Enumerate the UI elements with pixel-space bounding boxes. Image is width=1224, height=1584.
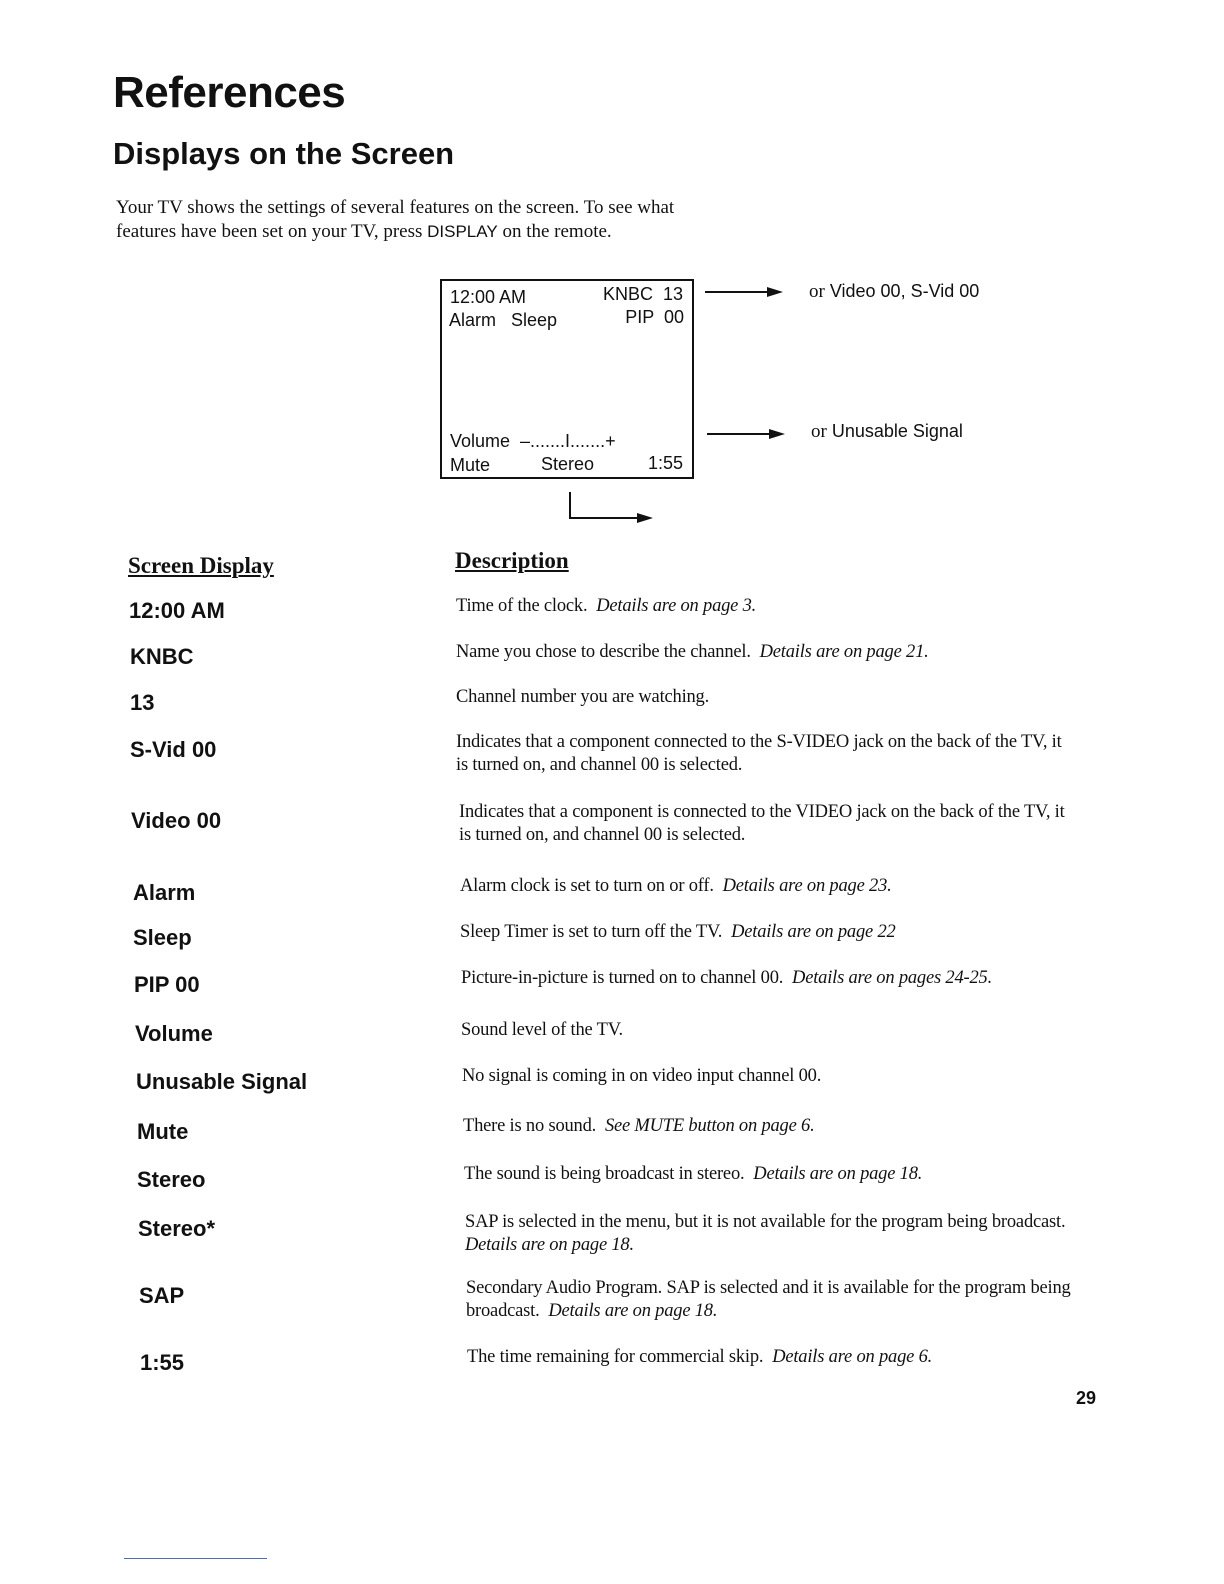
desc-alarm-text: Alarm clock is set to turn on or off. — [460, 876, 714, 896]
volume-alternate-note — [811, 421, 963, 443]
desc-channel-name-ref: Details are on page 21. — [759, 642, 929, 662]
bottom-arrow-vertical — [569, 492, 571, 519]
desc-sap-ref: Details are on page 18. — [548, 1301, 718, 1321]
desc-svid-text: Indicates that a component connected to the S-VIDEO jack on the back of the TV, it is turned on, and channel 00 is selected. — [456, 732, 1062, 775]
term-mute: Mute — [137, 1119, 189, 1144]
page-title: References — [113, 68, 346, 117]
desc-svid — [456, 731, 1076, 777]
desc-unusable-signal — [462, 1065, 1082, 1088]
screen-channel: KNBC 13 — [602, 284, 683, 304]
desc-clock — [456, 595, 1076, 618]
volume-alternate-text: Unusable Signal — [826, 421, 963, 441]
screen-clock: 12:00 AM — [450, 287, 527, 307]
desc-pip-text: Picture-in-picture is turned on to channel 00. — [461, 968, 784, 988]
volume-alternate-or: or — [811, 421, 827, 442]
channel-alternate-text: Video 00, S-Vid 00 — [824, 281, 980, 301]
term-stereo: Stereo — [137, 1167, 206, 1192]
intro-line-2 — [116, 221, 612, 243]
bottom-arrow-head — [637, 513, 653, 523]
term-volume: Volume — [135, 1021, 213, 1046]
description-heading: Description — [455, 548, 569, 573]
screen-display-heading: Screen Display — [128, 553, 274, 578]
volume-arrow-head — [769, 429, 785, 439]
term-alarm: Alarm — [133, 880, 196, 905]
desc-pip — [461, 967, 1081, 990]
screen-mute: Mute — [450, 455, 491, 475]
display-key-label: DISPLAY — [427, 222, 498, 241]
channel-arrow-line — [705, 291, 769, 293]
desc-sleep-ref: Details are on page 22 — [731, 922, 896, 942]
term-unusable-signal: Unusable Signal — [136, 1069, 308, 1094]
desc-alarm — [460, 875, 1080, 898]
term-sleep: Sleep — [133, 925, 192, 950]
desc-mute — [463, 1115, 1083, 1138]
desc-pip-ref: Details are on pages 24-25. — [792, 968, 992, 988]
tv-screen-example — [440, 279, 694, 479]
screen-alarm-sleep: Alarm Sleep — [449, 310, 558, 330]
intro-line-2-start: features have been set on your TV, press — [116, 221, 428, 242]
desc-commercial-skip — [467, 1346, 1087, 1369]
desc-mute-ref: See MUTE button on page 6. — [604, 1116, 815, 1136]
desc-stereo-text: The sound is being broadcast in stereo. — [464, 1164, 745, 1184]
desc-video — [459, 801, 1079, 847]
desc-channel-number-text: Channel number you are watching. — [456, 687, 710, 707]
term-commercial-skip: 1:55 — [140, 1350, 185, 1375]
term-video: Video 00 — [131, 808, 222, 833]
desc-mute-text: There is no sound. — [463, 1116, 597, 1136]
desc-commercial-skip-text: The time remaining for commercial skip. — [467, 1347, 764, 1367]
section-title: Displays on the Screen — [113, 136, 455, 171]
desc-stereo-ref: Details are on page 18. — [753, 1164, 923, 1184]
desc-stereo-star-text: SAP is selected in the menu, but it is not available for the program being broadcast. — [465, 1212, 1066, 1232]
intro-line-2-end: on the remote. — [497, 221, 612, 242]
desc-channel-number — [456, 686, 1076, 709]
channel-alternate-or: or — [809, 281, 825, 302]
desc-sleep-text: Sleep Timer is set to turn off the TV. — [460, 922, 723, 942]
desc-commercial-skip-ref: Details are on page 6. — [772, 1347, 933, 1367]
desc-sleep — [460, 921, 1080, 944]
term-sap: SAP — [139, 1283, 185, 1308]
volume-arrow-line — [707, 433, 771, 435]
desc-unusable-signal-text: No signal is coming in on video input channel 00. — [462, 1066, 822, 1086]
term-stereo-star: Stereo* — [138, 1216, 216, 1241]
term-channel-name: KNBC — [130, 644, 194, 669]
intro-line-1: Your TV shows the settings of several features on the screen. To see what — [116, 197, 675, 218]
term-channel-number: 13 — [130, 690, 155, 715]
bottom-arrow-line — [569, 517, 639, 519]
desc-channel-name — [456, 641, 1076, 664]
desc-stereo-star-ref: Details are on page 18. — [465, 1235, 634, 1255]
desc-stereo — [464, 1163, 1084, 1186]
term-clock: 12:00 AM — [129, 598, 225, 623]
desc-sap-text: Secondary Audio Program. SAP is selected and it is available for the program being broadcast. — [466, 1278, 1071, 1321]
desc-alarm-ref: Details are on page 23. — [722, 876, 892, 896]
channel-arrow-head — [767, 287, 783, 297]
screen-pip: PIP 00 — [625, 307, 684, 327]
desc-volume-text: Sound level of the TV. — [461, 1020, 623, 1040]
term-svid: S-Vid 00 — [130, 737, 217, 762]
screen-time: 1:55 — [647, 453, 683, 473]
desc-sap — [466, 1277, 1086, 1323]
desc-channel-name-text: Name you chose to describe the channel. — [456, 642, 751, 662]
page-number: 29 — [1076, 1388, 1097, 1408]
channel-alternate-note — [809, 281, 979, 303]
term-pip: PIP 00 — [134, 972, 200, 997]
desc-volume — [461, 1019, 1081, 1042]
desc-video-text: Indicates that a component is connected to the VIDEO jack on the back of the TV, it is turned on, and channel 00 is selected. — [459, 802, 1065, 845]
desc-clock-ref: Details are on page 3. — [596, 596, 757, 616]
screen-volume: Volume –.......I.......+ — [450, 431, 616, 451]
desc-stereo-star — [465, 1211, 1085, 1257]
screen-stereo: Stereo — [541, 454, 595, 474]
desc-clock-text: Time of the clock. — [456, 596, 588, 616]
footer-rule — [124, 1558, 267, 1559]
